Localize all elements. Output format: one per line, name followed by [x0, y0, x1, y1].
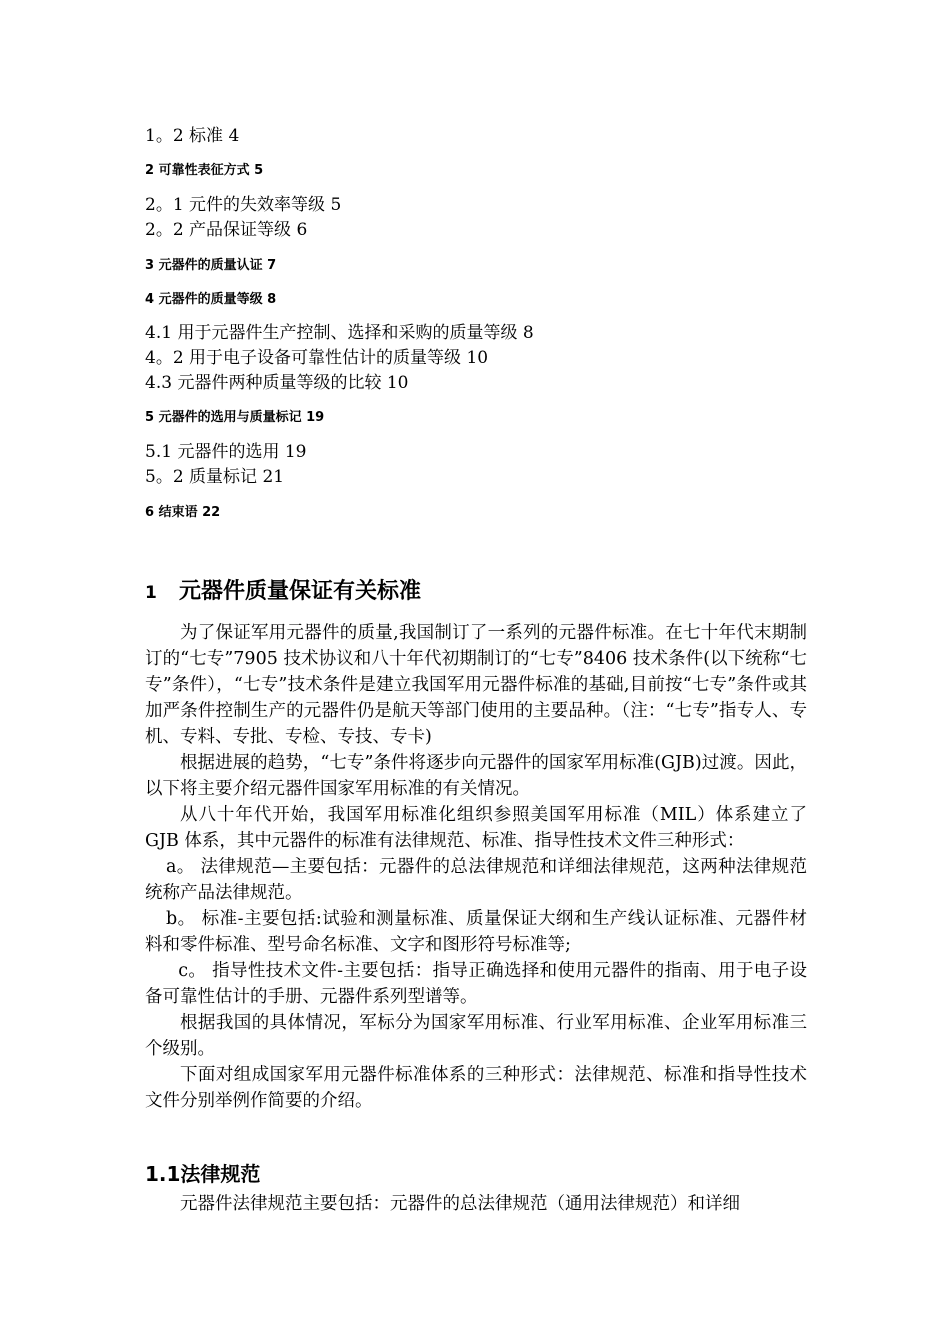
table-of-contents: [145, 124, 825, 149]
table-of-contents: [145, 193, 825, 243]
paragraph: 根据我国的具体情况，军标分为国家军用标准、行业军用标准、企业军用标准三个级别。: [145, 1013, 807, 1059]
table-of-contents: [145, 290, 825, 310]
toc-entry[interactable]: 2 可靠性表征方式 5: [145, 163, 264, 178]
table-of-contents: [145, 321, 825, 396]
paragraph: b。 标准-主要包括:试验和测量标准、质量保证大纲和生产线认证标准、元器件材料和零件标准、型号命名标准、文字和图形符号标准等;: [145, 909, 807, 955]
toc-entry[interactable]: 3 元器件的质量认证 7: [145, 258, 277, 273]
table-of-contents: [145, 161, 825, 181]
paragraph: 元器件法律规范主要包括：元器件的总法律规范（通用法律规范）和详细: [180, 1194, 740, 1214]
paragraph: 根据进展的趋势，“七专”条件将逐步向元器件的国家军用标准(GJB)过渡。因此，以下将主要介绍元器件国家军用标准的有关情况。: [145, 753, 807, 799]
paragraph: a。 法律规范—主要包括：元器件的总法律规范和详细法律规范，这两种法律规范统称产品法律规范。: [145, 857, 807, 903]
paragraph: 下面对组成国家军用元器件标准体系的三种形式：法律规范、标准和指导性技术文件分别举例作简要的介绍。: [145, 1065, 807, 1111]
table-of-contents: [145, 440, 825, 490]
paragraph: c。 指导性技术文件-主要包括：指导正确选择和使用元器件的指南、用于电子设备可靠性估计的手册、元器件系列型谱等。: [145, 961, 807, 1007]
toc-entry[interactable]: 4。2 用于电子设备可靠性估计的质量等级 10: [145, 348, 489, 368]
toc-entry[interactable]: 2。2 产品保证等级 6: [145, 220, 308, 240]
subsection-heading: 1.1法律规范: [145, 1162, 261, 1186]
toc-entry[interactable]: 5.1 元器件的选用 19: [145, 442, 307, 462]
table-of-contents: [145, 256, 825, 276]
toc-entry[interactable]: 6 结束语 22: [145, 505, 221, 520]
toc-entry[interactable]: 4 元器件的质量等级 8: [145, 292, 277, 307]
section-body: [145, 620, 807, 1114]
toc-entry[interactable]: 4.1 用于元器件生产控制、选择和采购的质量等级 8: [145, 323, 534, 343]
subsection-body: [145, 1191, 807, 1217]
section-title: 元器件质量保证有关标准: [179, 579, 422, 604]
toc-entry[interactable]: 5 元器件的选用与质量标记 19: [145, 410, 325, 425]
table-of-contents: [145, 408, 825, 428]
section-heading: [145, 574, 421, 605]
toc-entry[interactable]: 1。2 标准 4: [145, 126, 240, 146]
table-of-contents: [145, 503, 825, 523]
toc-entry[interactable]: 4.3 元器件两种质量等级的比较 10: [145, 373, 409, 393]
toc-entry[interactable]: 5。2 质量标记 21: [145, 467, 285, 487]
paragraph: 为了保证军用元器件的质量,我国制订了一系列的元器件标准。在七十年代末期制订的“七专”7905 技术协议和八十年代初期制订的“七专”8406 技术条件(以下统称“七专”条件），“七专”技术条件是建立我国军用元器件标准的基础,目前按“七专”条件或其加严条件控制生产的元器件仍是航天等部门使用的主要品种。（注：“七专”指专人、专机、专料、专批、专检、专技、专卡): [145, 623, 807, 747]
section-number: 1: [145, 583, 157, 603]
toc-entry[interactable]: 2。1 元件的失效率等级 5: [145, 195, 342, 215]
paragraph: 从八十年代开始，我国军用标准化组织参照美国军用标准（MIL）体系建立了 GJB 体系，其中元器件的标准有法律规范、标准、指导性技术文件三种形式：: [145, 805, 807, 851]
